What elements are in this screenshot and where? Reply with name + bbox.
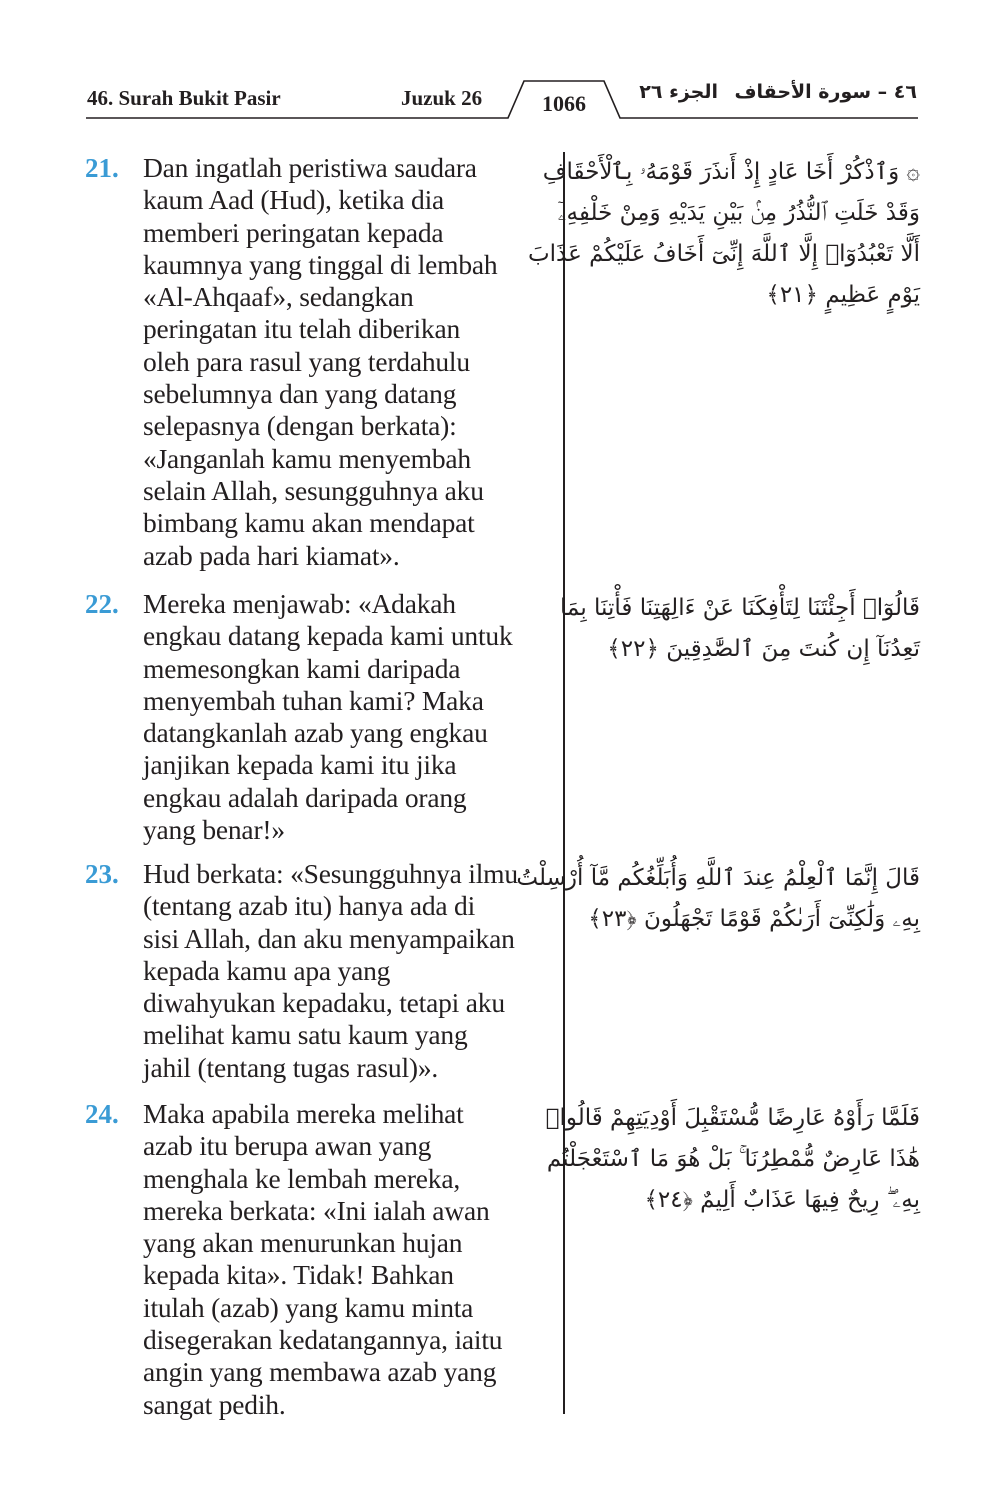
arabic-line: ۞ وَٱذْكُرْ أَخَا عَادٍ إِذْ أَنذَرَ قَوْمَهُۥ بِٱلْأَحْقَافِ (542, 159, 920, 185)
translation-line: azab itu berupa awan yang (143, 1130, 432, 1162)
translation-line: Dan ingatlah peristiwa saudara (143, 152, 477, 183)
arabic-verse (545, 1098, 920, 1221)
verse-number: 24. (85, 1099, 119, 1129)
translation-line: bimbang kamu akan mendapat (143, 507, 475, 539)
arabic-verse (516, 858, 920, 940)
translation-line: sangat pedih. (143, 1388, 286, 1420)
translation-line: azab pada hari kiamat». (143, 539, 400, 571)
arabic-line: يَوْمٍ عَظِيمٍ ﴿٢١﴾ (766, 282, 920, 308)
arabic-line: قَالَ إِنَّمَا ٱلْعِلْمُ عِندَ ٱللَّهِ وَأُبَلِّغُكُم مَّآ أُرْسِلْتُ (516, 865, 920, 891)
arabic-line: فَلَمَّا رَأَوْهُ عَارِضًا مُّسْتَقْبِلَ أَوْدِيَتِهِمْ قَالُوا۟ (545, 1105, 920, 1131)
translation-line: yang akan menurunkan hujan (143, 1227, 463, 1259)
arabic-line: بِهِۦ وَلَٰكِنِّىٓ أَرَىٰكُمْ قَوْمًا تَجْهَلُونَ ﴿٢٣﴾ (588, 906, 920, 932)
translation-line: itulah (azab) yang kamu minta (143, 1291, 474, 1323)
translation-line: angin yang membawa azab yang (143, 1356, 497, 1388)
translation-line: peringatan itu telah diberikan (143, 313, 461, 345)
verse-number: 23. (85, 859, 119, 889)
arabic-line: تَعِدُنَآ إِن كُنتَ مِنَ ٱلصَّٰدِقِينَ ﴿٢٢﴾ (607, 636, 920, 662)
translation-line: Hud berkata: «Sesungguhnya ilmu (143, 858, 518, 889)
juzuk-label: Juzuk 26 (401, 86, 483, 110)
translation-line: selepasnya (dengan berkata): (143, 410, 457, 442)
translation-line: melihat kamu satu kaum yang (143, 1019, 468, 1051)
translation-line: yang benar!» (143, 814, 285, 846)
translation-line: janjikan kepada kami itu jika (143, 749, 457, 781)
surah-title: 46. Surah Bukit Pasir (87, 86, 281, 110)
translation-line: datangkanlah azab yang engkau (143, 717, 488, 749)
arabic-line: أَلَّا تَعْبُدُوٓا۟ إِلَّا ٱللَّهَ إِنِّىٓ أَخَافُ عَلَيْكُمْ عَذَابَ (528, 241, 920, 267)
verse-translation (143, 1098, 561, 1421)
verse-number: 21. (85, 153, 119, 183)
arabic-verse (528, 152, 920, 316)
translation-line: kaum Aad (Hud), ketika dia (143, 184, 445, 216)
translation-line: engkau datang kepada kami untuk (143, 620, 513, 652)
page-header (0, 0, 1000, 130)
translation-line: Mereka menjawab: «Adakah (143, 588, 456, 619)
translation-line: disegerakan kedatangannya, iaitu (143, 1324, 503, 1356)
verse-translation (143, 588, 561, 846)
page-number: 1066 (542, 91, 586, 116)
translation-line: Maka apabila mereka melihat (143, 1098, 464, 1129)
translation-line: «Al-Ahqaaf», sedangkan (143, 281, 414, 313)
column-divider (563, 152, 565, 1414)
arabic-line: بِهِۦ ۖ رِيحٌ فِيهَا عَذَابٌ أَلِيمٌ ﴿٢٤﴾ (644, 1187, 920, 1213)
translation-line: kaumnya yang tinggal di lembah (143, 248, 498, 280)
translation-line: selain Allah, sesungguhnya aku (143, 474, 484, 506)
translation-line: oleh para rasul yang terdahulu (143, 345, 470, 377)
translation-line: engkau adalah daripada orang (143, 781, 467, 813)
verse-number: 22. (85, 589, 119, 619)
verse-translation (143, 858, 561, 1084)
translation-line: (tentang azab itu) hanya ada di (143, 890, 476, 922)
translation-line: sebelumnya dan yang datang (143, 378, 457, 410)
translation-line: menghala ke lembah mereka, (143, 1162, 461, 1194)
verse-translation (143, 152, 561, 572)
translation-line: menyembah tuhan kami? Maka (143, 684, 484, 716)
translation-line: «Janganlah kamu menyembah (143, 442, 471, 474)
arabic-surah-title: ٤٦ – سورة الأحقاف (734, 81, 917, 103)
translation-line: jahil (tentang tugas rasul)». (143, 1051, 439, 1083)
arabic-line: هَٰذَا عَارِضٌ مُّمْطِرُنَا ۚ بَلْ هُوَ مَا ٱسْتَعْجَلْتُم (546, 1146, 920, 1172)
arabic-line: قَالُوٓا۟ أَجِئْتَنَا لِتَأْفِكَنَا عَنْ ءَالِهَتِنَا فَأْتِنَا بِمَا (560, 595, 920, 621)
translation-line: memesongkan kami daripada (143, 652, 461, 684)
translation-line: diwahyukan kepadaku, tetapi aku (143, 987, 505, 1019)
translation-line: kepada kamu apa yang (143, 954, 391, 986)
translation-line: mereka berkata: «Ini ialah awan (143, 1194, 490, 1226)
translation-line: memberi peringatan kepada (143, 216, 444, 248)
arabic-verse (560, 588, 920, 670)
translation-line: sisi Allah, dan aku menyampaikan (143, 922, 515, 954)
arabic-line: وَقَدْ خَلَتِ ٱلنُّذُرُ مِنۢ بَيْنِ يَدَيْهِ وَمِنْ خَلْفِهِۦٓ (557, 200, 920, 226)
arabic-juz-label: الجزء ٢٦ (639, 81, 718, 103)
translation-line: kepada kita». Tidak! Bahkan (143, 1259, 454, 1291)
